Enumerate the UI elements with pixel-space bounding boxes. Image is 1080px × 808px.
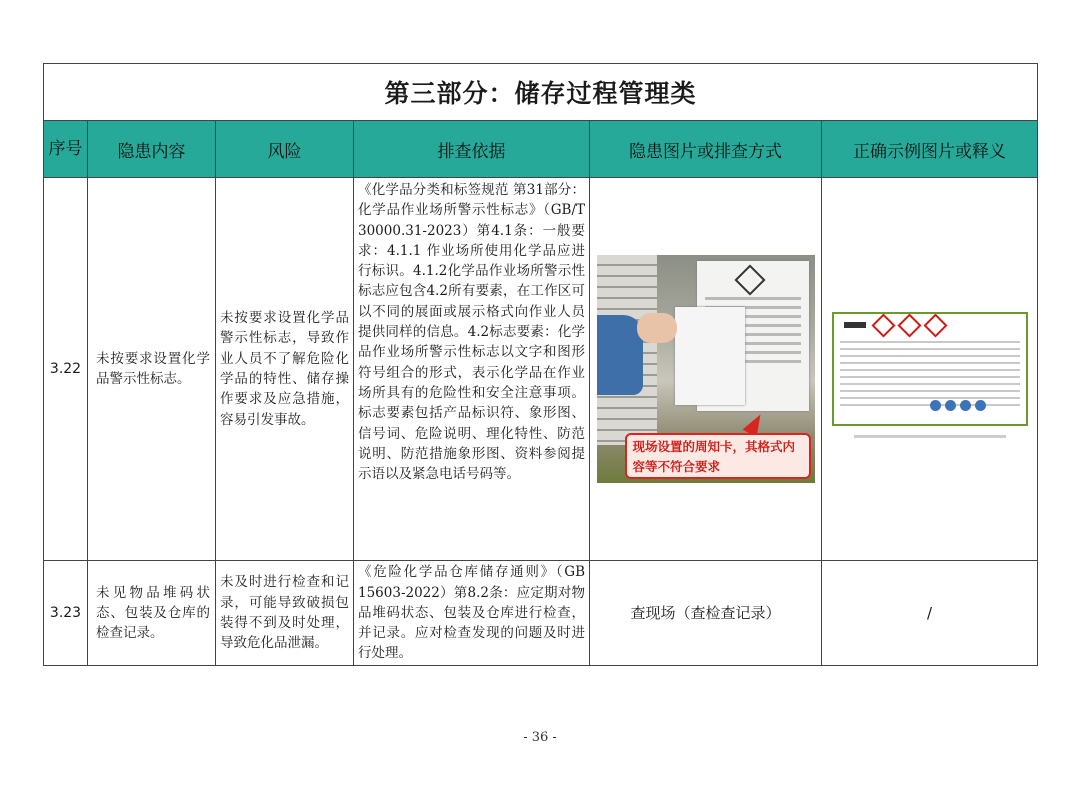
header-content: 隐患内容	[88, 121, 216, 178]
header-method: 隐患图片或排查方式	[590, 121, 822, 178]
row-number: 3.23	[44, 561, 88, 666]
risk-text: 未及时进行检查和记录，可能导致破损包装得不到及时处理，导致危化品泄漏。	[216, 561, 354, 666]
basis-text: 《化学品分类和标签规范 第31部分：化学品作业场所警示性标志》（GB/T 30000.31-2023）第4.1条：一般要求：4.1.1 作业场所使用化学品应进行标识。4.1.2化学品作业场所警示性标志应包含4.2所有要素，在工作区可以不同的展面或展示格式向作业人员提供同样的信息。4.2标志要素：化学品作业场所警示性标志以文字和图形符号组合的形式，表示化学品在作业场所具有的危险性和安全注意事项。标志要素包括产品标识符、象形图、信号词、危险说明、理化特性、防范说明、防范措施象形图、资料参阅提示语以及紧急电话号码等。	[354, 178, 590, 561]
hazard-photo	[597, 255, 815, 483]
table-row	[44, 561, 1038, 666]
header-no: 序号	[44, 121, 88, 178]
hazard-content: 未见物品堆码状态、包装及仓库的检查记录。	[88, 561, 216, 666]
risk-text: 未按要求设置化学品警示性标志，导致作业人员不了解危险化学品的特性、储存操作要求及应急措施，容易引发事故。	[216, 178, 354, 561]
section-title: 第三部分：储存过程管理类	[44, 64, 1038, 121]
warning-label-example	[832, 312, 1028, 426]
example-image-cell	[822, 178, 1038, 561]
hazard-diamond-icon	[871, 313, 895, 337]
hazard-photo-cell	[590, 178, 822, 561]
hazard-table	[43, 63, 1038, 666]
photo-callout: 现场设置的周知卡，其格式内容等不符合要求	[625, 433, 811, 479]
example-text: /	[822, 561, 1038, 666]
hazard-diamond-icon	[897, 313, 921, 337]
ppe-icons	[930, 400, 986, 411]
hazard-content: 未按要求设置化学品警示性标志。	[88, 178, 216, 561]
header-example: 正确示例图片或释义	[822, 121, 1038, 178]
check-method: 查现场（查检查记录）	[590, 561, 822, 666]
header-risk: 风险	[216, 121, 354, 178]
table-row	[44, 178, 1038, 561]
hazard-diamond-icon	[923, 313, 947, 337]
header-basis: 排查依据	[354, 121, 590, 178]
page-number: - 36 -	[523, 730, 557, 745]
row-number: 3.22	[44, 178, 88, 561]
basis-text: 《危险化学品仓库储存通则》（GB 15603-2022）第8.2条：应定期对物品堆码状态、包装及仓库进行检查，并记录。应对检查发现的问题及时进行处理。	[354, 561, 590, 666]
